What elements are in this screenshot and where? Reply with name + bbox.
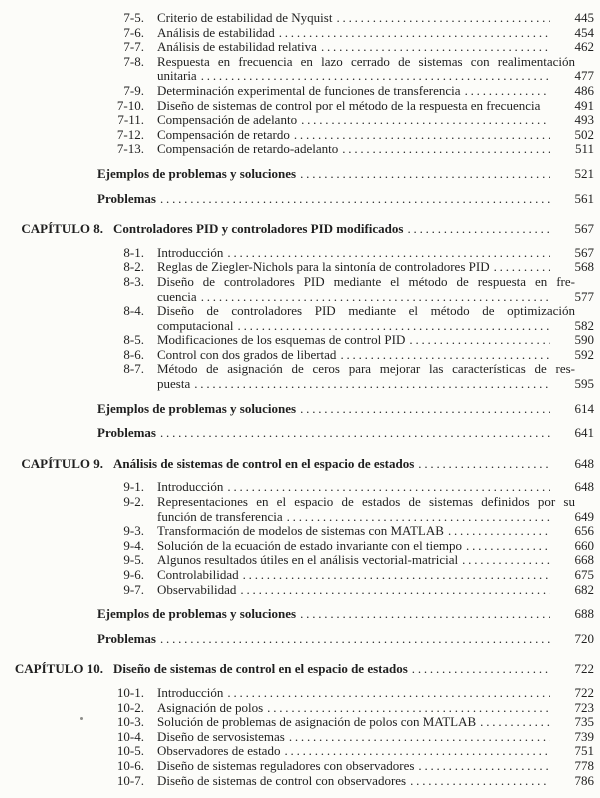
entry-title: Asignación de polos bbox=[157, 700, 264, 715]
problemas-label: Problemas bbox=[97, 426, 156, 441]
dot-leader bbox=[301, 113, 550, 128]
page-number: 688 bbox=[574, 606, 594, 622]
dot-leader bbox=[201, 290, 550, 305]
dot-leader bbox=[410, 774, 550, 789]
dot-leader bbox=[407, 222, 550, 237]
toc-entry bbox=[0, 744, 594, 759]
page-number: 567 bbox=[574, 221, 594, 237]
dot-leader bbox=[289, 730, 550, 745]
page-number: 668 bbox=[574, 552, 594, 568]
dot-leader bbox=[284, 744, 550, 759]
page-number: 595 bbox=[574, 376, 594, 392]
dot-leader bbox=[342, 142, 550, 157]
chapter-title: Diseño de sistemas de control en el espacio de estados bbox=[113, 662, 408, 677]
ejemplos-title-block bbox=[97, 167, 556, 182]
toc-entry bbox=[0, 275, 594, 290]
dot-leader bbox=[267, 701, 550, 716]
entry-title-block bbox=[157, 319, 556, 334]
section-number: 8-4. bbox=[123, 303, 144, 319]
entry-title-block bbox=[157, 701, 556, 716]
entry-title: Método de asignación de ceros para mejorar las características de res- bbox=[157, 362, 575, 377]
ejemplos-title-block bbox=[97, 607, 556, 622]
page-number: 675 bbox=[574, 567, 594, 582]
problemas-title-block bbox=[97, 632, 556, 647]
toc-entry-continuation bbox=[0, 377, 594, 392]
dot-leader bbox=[321, 40, 550, 55]
dot-leader bbox=[340, 348, 550, 363]
page-number: 722 bbox=[574, 661, 594, 677]
page-number: 567 bbox=[574, 244, 594, 260]
toc-entry-continuation bbox=[0, 510, 594, 525]
page-number: 561 bbox=[574, 190, 594, 206]
dot-leader bbox=[300, 607, 550, 622]
toc-entry bbox=[0, 113, 594, 128]
toc-entry bbox=[0, 774, 594, 789]
toc-entry bbox=[0, 583, 594, 598]
section-number: 9-3. bbox=[123, 523, 144, 539]
page-number: 445 bbox=[574, 10, 594, 25]
dot-leader bbox=[448, 524, 550, 539]
entry-title: Diseño de servosistemas bbox=[157, 729, 285, 744]
entry-title-block bbox=[157, 246, 556, 261]
ejemplos-entry bbox=[0, 607, 594, 622]
dot-leader bbox=[160, 192, 550, 207]
entry-title-block bbox=[157, 730, 556, 745]
dot-leader bbox=[409, 333, 550, 348]
section-number: 9-2. bbox=[123, 494, 144, 510]
entry-title-block bbox=[157, 142, 556, 157]
page-number: 462 bbox=[574, 39, 594, 55]
dot-leader bbox=[194, 377, 550, 392]
problemas-label: Problemas bbox=[97, 631, 156, 646]
dot-leader bbox=[300, 402, 550, 417]
entry-title-block bbox=[157, 40, 556, 55]
entry-title: Determinación experimental de funciones de transferencia bbox=[157, 83, 461, 98]
section-number: 8-6. bbox=[123, 346, 144, 362]
entry-title-block bbox=[157, 348, 556, 363]
page-number: 722 bbox=[574, 684, 594, 700]
section-number: 8-7. bbox=[123, 361, 144, 377]
entry-title-block bbox=[157, 583, 556, 598]
toc-entry bbox=[0, 348, 594, 363]
toc-entry-continuation bbox=[0, 290, 594, 305]
dot-leader bbox=[544, 99, 550, 114]
section-number: 8-3. bbox=[123, 273, 144, 289]
chapter-row bbox=[0, 222, 594, 237]
section-number: 9-7. bbox=[123, 581, 144, 597]
page-number: 648 bbox=[574, 455, 594, 471]
toc-entry bbox=[0, 260, 594, 275]
toc-entry bbox=[0, 333, 594, 348]
dot-leader bbox=[227, 686, 550, 701]
chapter-row bbox=[0, 457, 594, 472]
entry-title: Solución de la ecuación de estado invariante con el tiempo bbox=[157, 538, 463, 553]
section-number: 10-4. bbox=[116, 728, 144, 744]
toc-entry bbox=[0, 715, 594, 730]
section-number: 7-11. bbox=[117, 112, 144, 128]
entry-title-block bbox=[157, 524, 556, 539]
entry-title-block bbox=[157, 128, 556, 143]
section-number: 8-1. bbox=[123, 244, 144, 260]
dot-leader bbox=[418, 759, 550, 774]
entry-title-block bbox=[157, 69, 556, 84]
toc-entry bbox=[0, 539, 594, 554]
section-number: 7-7. bbox=[123, 39, 144, 55]
toc-entry bbox=[0, 11, 594, 26]
section-number: 9-6. bbox=[123, 567, 144, 582]
toc-entry bbox=[0, 568, 594, 583]
dot-leader bbox=[240, 583, 550, 598]
page-number: 723 bbox=[574, 699, 594, 715]
dot-leader bbox=[294, 128, 550, 143]
page-number: 568 bbox=[574, 259, 594, 275]
entry-title-block bbox=[157, 715, 556, 730]
toc-entry bbox=[0, 686, 594, 701]
page-number: 649 bbox=[574, 508, 594, 524]
page-number: 660 bbox=[574, 537, 594, 553]
page-number: 778 bbox=[574, 757, 594, 773]
toc-entry bbox=[0, 99, 594, 114]
scan-artifact bbox=[80, 717, 83, 720]
toc-entry bbox=[0, 730, 594, 745]
entry-title-block bbox=[157, 510, 556, 525]
problemas-title-block bbox=[97, 192, 556, 207]
page-number: 592 bbox=[574, 346, 594, 362]
entry-title: Controlabilidad bbox=[157, 568, 239, 582]
dot-leader bbox=[160, 632, 550, 647]
section-number: 7-13. bbox=[116, 141, 144, 157]
toc-entry bbox=[0, 128, 594, 143]
entry-title: Diseño de controladores PID mediante el método de optimización bbox=[157, 304, 575, 319]
section-number: 7-10. bbox=[116, 97, 144, 113]
page-number: 491 bbox=[574, 97, 594, 113]
section-number: 10-5. bbox=[116, 743, 144, 759]
dot-leader bbox=[227, 246, 550, 261]
dot-leader bbox=[494, 260, 550, 275]
page-number: 577 bbox=[574, 288, 594, 304]
chapter-title: Controladores PID y controladores PID modificados bbox=[113, 222, 404, 237]
toc-entry bbox=[0, 362, 594, 377]
toc-entry bbox=[0, 304, 594, 319]
problemas-label: Problemas bbox=[97, 191, 156, 206]
dot-leader bbox=[466, 539, 550, 554]
entry-title: unitaria bbox=[157, 69, 197, 84]
entry-title: Diseño de controladores PID mediante el método de respuesta en fre- bbox=[157, 274, 575, 289]
section-number: 9-4. bbox=[123, 537, 144, 553]
page-number: 656 bbox=[574, 523, 594, 539]
dot-leader bbox=[418, 457, 550, 472]
page-number: 582 bbox=[574, 317, 594, 333]
entry-title: puesta bbox=[157, 377, 191, 392]
entry-title-block bbox=[157, 744, 556, 759]
entry-title-block bbox=[157, 774, 556, 789]
section-number: 10-6. bbox=[116, 757, 144, 773]
entry-title: Reglas de Ziegler-Nichols para la sintonía de controladores PID bbox=[157, 260, 490, 275]
entry-title: Transformación de modelos de sistemas con MATLAB bbox=[157, 524, 444, 539]
page-number: 786 bbox=[574, 772, 594, 788]
entry-title: cuencia bbox=[157, 289, 197, 304]
dot-leader bbox=[480, 715, 550, 730]
entry-title: Criterio de estabilidad de Nyquist bbox=[157, 11, 333, 25]
page-number: 751 bbox=[574, 743, 594, 759]
toc-entry bbox=[0, 480, 594, 495]
chapter-title-block bbox=[113, 662, 556, 677]
dot-leader bbox=[243, 568, 550, 583]
entry-title-block bbox=[157, 11, 556, 26]
section-number: 7-8. bbox=[123, 53, 144, 69]
entry-title: función de transferencia bbox=[157, 509, 283, 524]
section-number: 10-2. bbox=[116, 699, 144, 715]
chapter-label: CAPÍTULO 10. bbox=[14, 661, 103, 677]
toc-entry bbox=[0, 246, 594, 261]
section-number: 8-2. bbox=[123, 259, 144, 275]
toc-entry bbox=[0, 40, 594, 55]
page-number: 614 bbox=[574, 400, 594, 416]
entry-title: Introducción bbox=[157, 685, 224, 700]
chapter-label: CAPÍTULO 9. bbox=[21, 455, 103, 471]
entry-title: computacional bbox=[157, 318, 234, 333]
dot-leader bbox=[336, 11, 550, 26]
section-number: 9-1. bbox=[123, 479, 144, 495]
dot-leader bbox=[160, 426, 550, 441]
toc-entry bbox=[0, 701, 594, 716]
entry-title: Compensación de retardo bbox=[157, 127, 290, 142]
toc-entry bbox=[0, 495, 594, 510]
toc-entry bbox=[0, 84, 594, 99]
dot-leader bbox=[201, 69, 550, 84]
entry-title-block bbox=[157, 333, 556, 348]
page-number: 648 bbox=[574, 479, 594, 495]
problemas-entry bbox=[0, 632, 594, 647]
section-number: 10-7. bbox=[116, 772, 144, 788]
section-number: 8-5. bbox=[123, 332, 144, 348]
dot-leader bbox=[465, 84, 550, 99]
entry-title: Control con dos grados de libertad bbox=[157, 347, 337, 362]
ejemplos-label: Ejemplos de problemas y soluciones bbox=[97, 166, 297, 181]
entry-title: Análisis de estabilidad relativa bbox=[157, 40, 317, 55]
entry-title: Representaciones en el espacio de estados de sistemas definidos por su bbox=[157, 495, 575, 510]
section-number: 10-1. bbox=[116, 684, 144, 700]
dot-leader bbox=[300, 167, 550, 182]
section-number: 7-5. bbox=[123, 10, 144, 25]
toc-entry-continuation bbox=[0, 319, 594, 334]
dot-leader bbox=[279, 26, 550, 41]
page-number: 493 bbox=[574, 112, 594, 128]
toc-entry bbox=[0, 55, 594, 70]
entry-title: Análisis de estabilidad bbox=[157, 25, 275, 40]
entry-title: Modificaciones de los esquemas de control PID bbox=[157, 333, 406, 348]
entry-title: Algunos resultados útiles en el análisis vectorial-matricial bbox=[157, 553, 459, 568]
toc-entry bbox=[0, 524, 594, 539]
chapter-title: Análisis de sistemas de control en el espacio de estados bbox=[113, 456, 415, 471]
page-number: 739 bbox=[574, 728, 594, 744]
page-number: 521 bbox=[574, 165, 594, 181]
entry-title: Observabilidad bbox=[157, 582, 237, 597]
page-number: 486 bbox=[574, 82, 594, 98]
toc-entry bbox=[0, 553, 594, 568]
entry-title: Diseño de sistemas de control con observadores bbox=[157, 773, 407, 788]
entry-title: Observadores de estado bbox=[157, 744, 281, 759]
entry-title: Solución de problemas de asignación de polos con MATLAB bbox=[157, 715, 477, 730]
section-number: 10-3. bbox=[116, 714, 144, 730]
toc-entry bbox=[0, 759, 594, 774]
problemas-title-block bbox=[97, 426, 556, 441]
page-number: 502 bbox=[574, 126, 594, 142]
entry-title: Compensación de retardo-adelanto bbox=[157, 142, 339, 157]
entry-title-block bbox=[157, 290, 556, 305]
problemas-entry bbox=[0, 426, 594, 441]
dot-leader bbox=[462, 553, 550, 568]
chapter-title-block bbox=[113, 457, 556, 472]
dot-leader bbox=[227, 480, 550, 495]
ejemplos-entry bbox=[0, 402, 594, 417]
entry-title: Respuesta en frecuencia en lazo cerrado de sistemas con realimentación bbox=[157, 54, 575, 69]
entry-title-block bbox=[157, 84, 556, 99]
entry-title-block bbox=[157, 113, 556, 128]
dot-leader bbox=[287, 510, 550, 525]
entry-title-block bbox=[157, 260, 556, 275]
ejemplos-label: Ejemplos de problemas y soluciones bbox=[97, 607, 297, 622]
section-number: 9-5. bbox=[123, 552, 144, 568]
toc-entry-continuation bbox=[0, 69, 594, 84]
page-number: 735 bbox=[574, 714, 594, 730]
ejemplos-title-block bbox=[97, 402, 556, 417]
entry-title: Compensación de adelanto bbox=[157, 113, 298, 128]
entry-title-block bbox=[157, 480, 556, 495]
toc-entry bbox=[0, 142, 594, 157]
page-number: 641 bbox=[574, 425, 594, 441]
entry-title: Diseño de sistemas de control por el método de la respuesta en frecuencia bbox=[157, 98, 541, 113]
entry-title: Diseño de sistemas reguladores con observadores bbox=[157, 758, 415, 773]
dot-leader bbox=[238, 319, 550, 334]
entry-title-block bbox=[157, 539, 556, 554]
entry-title-block bbox=[157, 26, 556, 41]
ejemplos-label: Ejemplos de problemas y soluciones bbox=[97, 401, 297, 416]
entry-title-block bbox=[157, 568, 556, 583]
page-number: 454 bbox=[574, 24, 594, 40]
entry-title-block bbox=[157, 686, 556, 701]
chapter-label: CAPÍTULO 8. bbox=[21, 221, 103, 237]
toc-entry bbox=[0, 26, 594, 41]
entry-title-block bbox=[157, 759, 556, 774]
page-number: 682 bbox=[574, 581, 594, 597]
entry-title: Introducción bbox=[157, 245, 224, 260]
problemas-entry bbox=[0, 192, 594, 207]
entry-title-block bbox=[157, 99, 556, 114]
entry-title-block bbox=[157, 553, 556, 568]
page-number: 511 bbox=[574, 141, 594, 157]
page-number: 590 bbox=[574, 332, 594, 348]
page-number: 720 bbox=[574, 630, 594, 646]
ejemplos-entry bbox=[0, 167, 594, 182]
section-number: 7-6. bbox=[123, 24, 144, 40]
section-number: 7-9. bbox=[123, 82, 144, 98]
dot-leader bbox=[412, 662, 550, 677]
entry-title-block bbox=[157, 377, 556, 392]
page-number: 477 bbox=[574, 68, 594, 84]
chapter-row bbox=[0, 662, 594, 677]
section-number: 7-12. bbox=[116, 126, 144, 142]
chapter-title-block bbox=[113, 222, 556, 237]
entry-title: Introducción bbox=[157, 480, 224, 495]
